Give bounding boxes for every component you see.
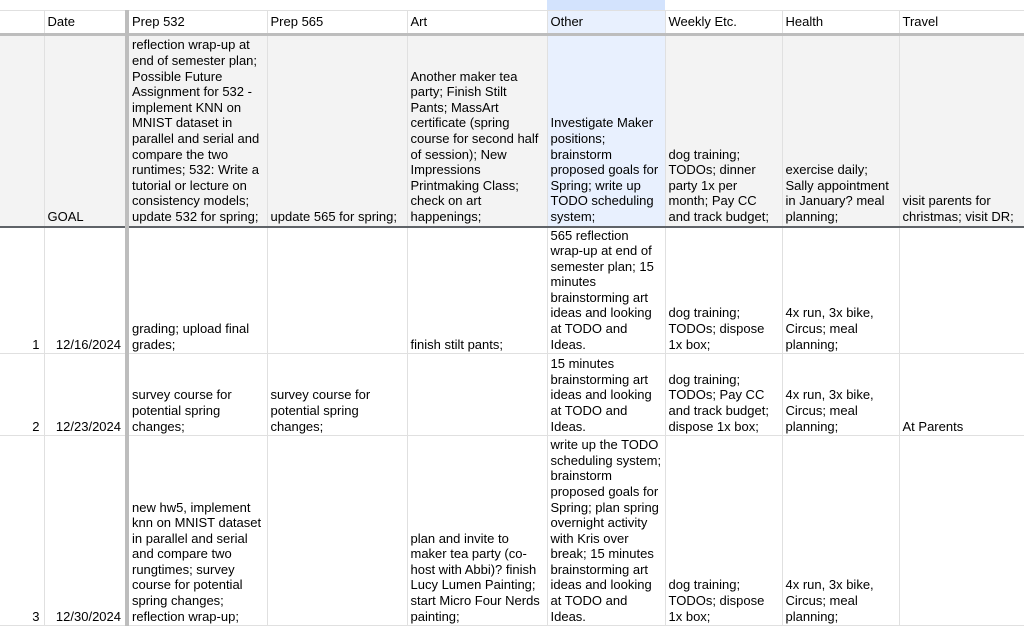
row-date-cell[interactable]: 12/16/2024 [44,227,127,354]
row-prep532-cell[interactable]: survey course for potential spring changes; [127,354,267,436]
table-row [0,227,1024,354]
header-art-cell[interactable]: Art [407,11,547,35]
row-date-cell[interactable]: 12/23/2024 [44,354,127,436]
row-prep565-cell[interactable] [267,227,407,354]
row-index-cell[interactable]: 2 [0,354,44,436]
row-weekly-cell[interactable]: dog training; TODOs; dispose 1x box; [665,436,782,626]
header-other-cell[interactable]: Other [547,11,665,35]
row-prep532-cell[interactable]: grading; upload final grades; [127,227,267,354]
row-index-cell[interactable]: 1 [0,227,44,354]
row-art-cell[interactable]: plan and invite to maker tea party (co-host with Abbi)? finish Lucy Lumen Painting; start Micro Four Nerds painting; [407,436,547,626]
goal-prep565-cell[interactable]: update 565 for spring; [267,35,407,227]
header-prep532-cell[interactable]: Prep 532 [127,11,267,35]
row-health-cell[interactable]: 4x run, 3x bike, Circus; meal planning; [782,354,899,436]
row-other-cell[interactable]: 15 minutes brainstorming art ideas and looking at TODO and Ideas. [547,354,665,436]
row-date-cell[interactable]: 12/30/2024 [44,436,127,626]
table-row [0,436,1024,626]
row-other-cell[interactable]: write up the TODO scheduling system; brainstorm proposed goals for Spring; plan spring overnight activity with Kris over break; 15 minutes brainstorming art ideas and looking at TODO and Ideas. [547,436,665,626]
row-health-cell[interactable]: 4x run, 3x bike, Circus; meal planning; [782,227,899,354]
table-row [0,354,1024,436]
row-weekly-cell[interactable]: dog training; TODOs; Pay CC and track budget; dispose 1x box; [665,354,782,436]
row-travel-cell[interactable]: At Parents [899,354,1024,436]
header-row [0,11,1024,35]
header-weekly-cell[interactable]: Weekly Etc. [665,11,782,35]
goal-other-cell[interactable]: Investigate Maker positions; brainstorm proposed goals for Spring; write up TODO scheduling system; [547,35,665,227]
row-travel-cell[interactable] [899,436,1024,626]
row-weekly-cell[interactable]: dog training; TODOs; dispose 1x box; [665,227,782,354]
header-health-cell[interactable]: Health [782,11,899,35]
row-prep565-cell[interactable] [267,436,407,626]
header-date-cell[interactable]: Date [44,11,127,35]
header-index-cell[interactable] [0,11,44,35]
row-art-cell[interactable] [407,354,547,436]
weekly-plan-grid [0,10,1024,626]
goal-row [0,35,1024,227]
row-prep532-cell[interactable]: new hw5, implement knn on MNIST dataset in parallel and serial and compare two rungtimes; survey course for potential spring changes; reflection wrap-up; [127,436,267,626]
row-travel-cell[interactable] [899,227,1024,354]
row-art-cell[interactable]: finish stilt pants; [407,227,547,354]
goal-index-cell[interactable] [0,35,44,227]
row-health-cell[interactable]: 4x run, 3x bike, Circus; meal planning; [782,436,899,626]
goal-weekly-cell[interactable]: dog training; TODOs; dinner party 1x per month; Pay CC and track budget; [665,35,782,227]
goal-travel-cell[interactable]: visit parents for christmas; visit DR; [899,35,1024,227]
row-prep565-cell[interactable]: survey course for potential spring changes; [267,354,407,436]
goal-date-cell[interactable]: GOAL [44,35,127,227]
header-travel-cell[interactable]: Travel [899,11,1024,35]
goal-health-cell[interactable]: exercise daily; Sally appointment in January? meal planning; [782,35,899,227]
header-prep565-cell[interactable]: Prep 565 [267,11,407,35]
row-other-cell[interactable]: 565 reflection wrap-up at end of semester plan; 15 minutes brainstorming art ideas and looking at TODO and Ideas. [547,227,665,354]
goal-prep532-cell[interactable]: reflection wrap-up at end of semester plan; Possible Future Assignment for 532 - implement KNN on MNIST dataset in parallel and serial and compare the two runtimes; 532: Write a tutorial or lecture on consistency models; update 532 for spring; [127,35,267,227]
selected-column-indicator[interactable] [547,0,665,10]
row-index-cell[interactable]: 3 [0,436,44,626]
goal-art-cell[interactable]: Another maker tea party; Finish Stilt Pants; MassArt certificate (spring course for second half of session); New Impressions Printmaking Class; check on art happenings; [407,35,547,227]
